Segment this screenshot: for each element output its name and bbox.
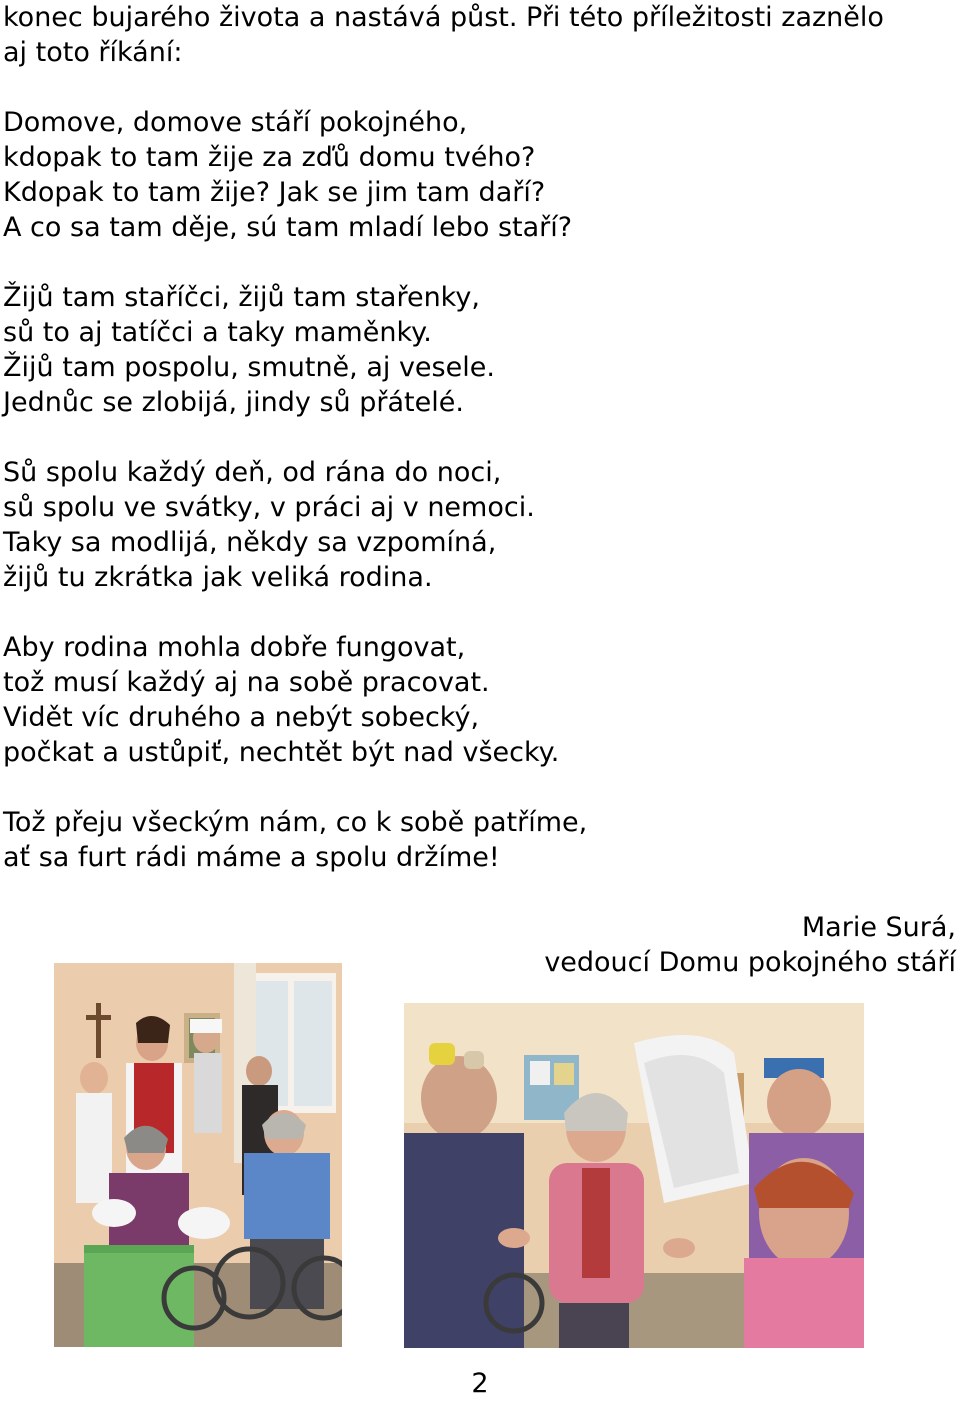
stanza-gap [3, 770, 953, 805]
poem-stanza [3, 805, 953, 875]
intro-line: aj toto říkání: [3, 37, 183, 68]
photo-residents-wheelchairs-image [54, 963, 342, 1347]
signature [544, 910, 956, 980]
stanza-gap [3, 70, 953, 105]
poem-stanza [3, 280, 953, 420]
poem-line: A co sa tam děje, sú tam mladí lebo staří? [3, 212, 573, 243]
stanza-gap [3, 595, 953, 630]
poem-line: Vidět víc druhého a nebýt sobecký, [3, 702, 480, 733]
poem-line: sů spolu ve svátky, v práci aj v nemoci. [3, 492, 535, 523]
signature-role: vedoucí Domu pokojného stáří [544, 947, 956, 978]
poem-line: Aby rodina mohla dobře fungovat, [3, 632, 466, 663]
stanza-gap [3, 420, 953, 455]
poem-line: sů to aj tatíčci a taky maměnky. [3, 317, 432, 348]
photo-dancing-circle-image [404, 1003, 864, 1348]
poem-line: Domove, domove stáří pokojného, [3, 107, 468, 138]
page-number: 2 [471, 1368, 489, 1399]
poem-stanza [3, 455, 953, 595]
poem-line: Jednůc se zlobijá, jindy sů přátelé. [3, 387, 464, 418]
poem-line: ať sa furt rádi máme a spolu držíme! [3, 842, 500, 873]
poem-line: Kdopak to tam žije? Jak se jim tam daří? [3, 177, 546, 208]
poem-stanza [3, 630, 953, 770]
stanza-gap [3, 245, 953, 280]
poem-line: Tož přeju všeckým nám, co k sobě patříme, [3, 807, 588, 838]
poem-line: Žijů tam staříčci, žijů tam stařenky, [3, 282, 480, 313]
poem-stanza [3, 105, 953, 245]
poem-line: Taky sa modlijá, někdy sa vzpomíná, [3, 527, 497, 558]
document-body [3, 0, 953, 875]
poem-line: kdopak to tam žije za zďů domu tvého? [3, 142, 536, 173]
poem-line: Sů spolu každý deň, od rána do noci, [3, 457, 502, 488]
poem-line: počkat a ustůpiť, nechtět být nad všecky. [3, 737, 560, 768]
photo-dancing-circle [404, 1003, 864, 1348]
poem-line: Žijů tam pospolu, smutně, aj vesele. [3, 352, 495, 383]
photo-residents-wheelchairs [54, 963, 342, 1347]
intro-line: konec bujarého života a nastává půst. Při této příležitosti zaznělo [3, 2, 884, 33]
poem-line: tož musí každý aj na sobě pracovat. [3, 667, 490, 698]
poem-line: žijů tu zkrátka jak veliká rodina. [3, 562, 433, 593]
signature-name: Marie Surá, [801, 912, 956, 943]
